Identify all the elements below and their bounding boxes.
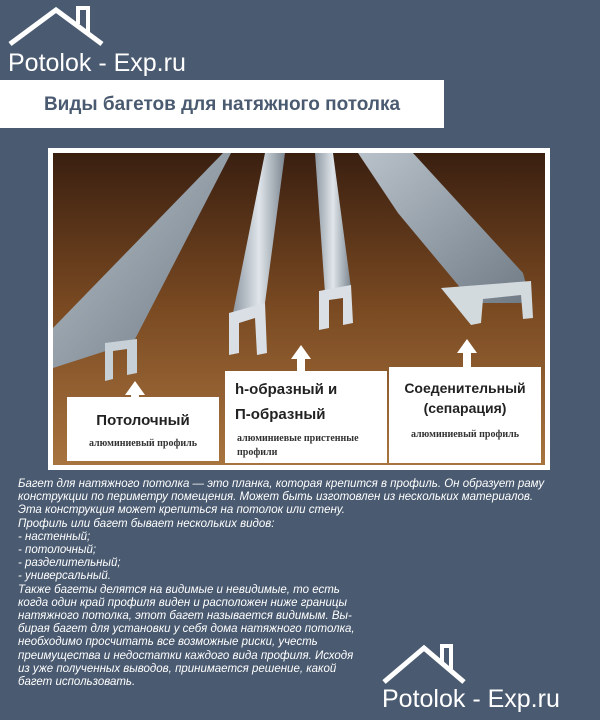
label-sep-main-2: (сепарация) xyxy=(423,400,507,416)
title-banner xyxy=(0,80,444,128)
label-wall-main-2: П-образный xyxy=(235,406,326,423)
label-sep-sub: алюминиевый профиль xyxy=(410,429,520,440)
label-wall-sub-1: алюминиевые пристенные xyxy=(237,433,359,444)
label-wall-sub-2: профили xyxy=(237,447,278,458)
text-line: бирая багет для установки у себя дома натяжного потолка, xyxy=(18,623,355,636)
profiles-photo xyxy=(48,148,550,470)
text-line: - потолочный; xyxy=(18,544,97,557)
text-line: Профиль или багет бывает нескольких видов: xyxy=(18,517,275,530)
bottom-logo[interactable] xyxy=(376,642,600,720)
text-line: - разделительный; xyxy=(18,557,121,570)
label-ceiling-main: Потолочный xyxy=(96,412,190,429)
profiles-illustration xyxy=(53,153,545,465)
text-line: конструкции по периметру помещения. Может быть изготовлен из нескольких материалов. xyxy=(18,491,534,504)
brand-name: Potolok - Exp.ru xyxy=(8,49,186,77)
text-line: - универсальный. xyxy=(18,570,111,583)
page-title: Виды багетов для натяжного потолка xyxy=(43,93,401,115)
text-line: натяжного потолка, этот багет называется видимым. Вы- xyxy=(18,610,352,623)
top-logo[interactable] xyxy=(4,4,234,77)
text-line: когда один край профиля виден и расположен ниже границы xyxy=(18,596,347,609)
text-line: из уже полученных выводов, принимается решение, какой xyxy=(18,662,337,675)
label-sep-main-1: Соеденительный xyxy=(404,380,526,396)
label-ceiling-sub: алюминиевый профиль xyxy=(88,438,198,449)
brand-name: Potolok - Exp.ru xyxy=(382,685,560,713)
text-line: необходимо просчитать все возможные риски, учесть xyxy=(18,636,318,649)
text-line: - настенный; xyxy=(18,530,91,543)
text-line: Багет для натяжного потолка — это планка, которая крепится в профиль. Он образует раму xyxy=(18,478,545,490)
label-wall-main-1: h-образный и xyxy=(235,381,338,398)
text-line: багет использовать. xyxy=(18,676,136,689)
house-outline-icon xyxy=(382,642,478,686)
label-box-ceiling xyxy=(67,397,219,461)
text-line: Эта конструкция может крепиться на потолок или стену. xyxy=(18,504,345,517)
text-line: преимущества и недостатки каждого вида профиля. Исходя xyxy=(18,649,354,662)
house-outline-icon xyxy=(8,4,118,49)
text-line: Также багеты делятся на видимые и невидимые, то есть xyxy=(18,583,340,596)
